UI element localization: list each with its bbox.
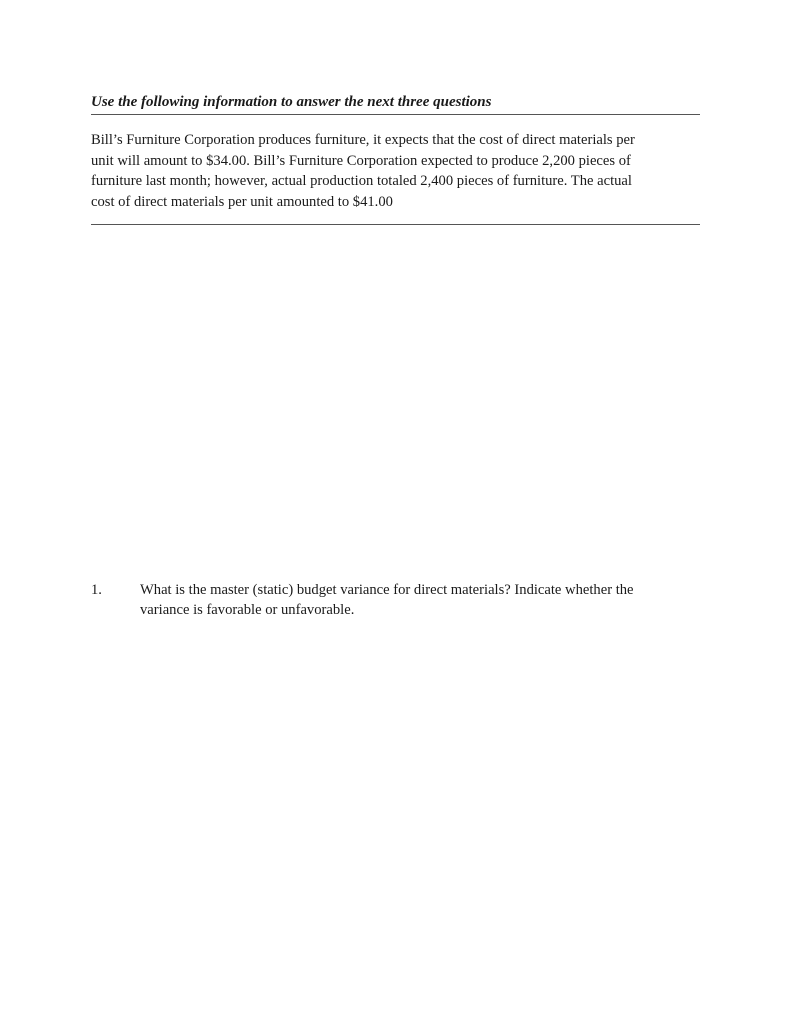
question-text xyxy=(140,581,700,620)
question-line: variance is favorable or unfavorable. xyxy=(140,601,355,618)
information-paragraph xyxy=(91,130,691,212)
section-heading: Use the following information to answer the next three questions xyxy=(91,94,492,110)
info-line: cost of direct materials per unit amounted to $41.00 xyxy=(91,193,393,210)
bottom-divider xyxy=(91,224,700,225)
info-line: Bill’s Furniture Corporation produces furniture, it expects that the cost of direct materials per xyxy=(91,132,635,148)
question-number: 1. xyxy=(91,582,102,598)
info-line: unit will amount to $34.00. Bill’s Furniture Corporation expected to produce 2,200 pieces of xyxy=(91,152,631,169)
question-line: What is the master (static) budget variance for direct materials? Indicate whether the xyxy=(140,582,634,598)
top-divider xyxy=(91,114,700,115)
info-line: furniture last month; however, actual production totaled 2,400 pieces of furniture. The actual xyxy=(91,173,632,189)
